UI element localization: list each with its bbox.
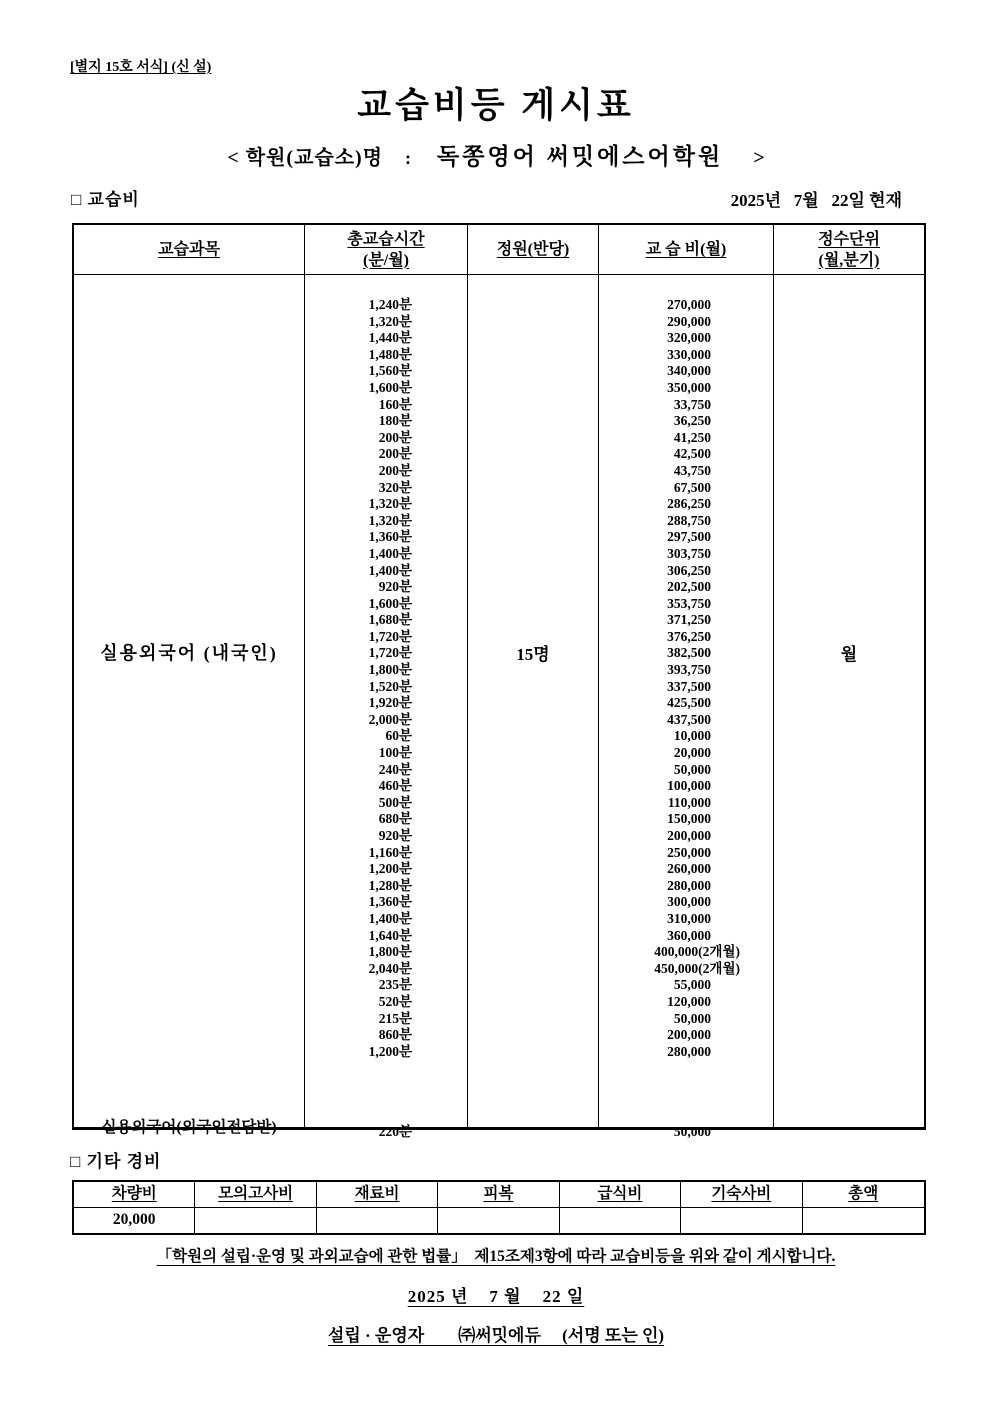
minutes-cell: 320분: [378, 479, 412, 495]
minutes-cell: 1,160분: [368, 844, 412, 860]
minutes-cell: 1,600분: [368, 595, 412, 611]
header-subject-label: 교습과목: [158, 241, 220, 258]
signature-line: 설립 · 운영자 ㈜써밋에듀 (서명 또는 인): [327, 1326, 665, 1345]
minutes-cell: 60분: [385, 728, 412, 744]
fee-cell: 55,000: [673, 977, 711, 993]
minutes-cell: 1,360분: [368, 529, 412, 545]
minutes-cell: 1,680분: [368, 612, 412, 628]
minutes-cell: 1,360분: [368, 894, 412, 910]
subject-foreign: 실용외국어(외국인전담반): [101, 1119, 277, 1136]
minutes-cell: 1,600분: [368, 379, 412, 395]
minutes-cell: 200분: [378, 429, 412, 445]
expense-value-cell: 20,000: [74, 1208, 195, 1233]
expense-value-cell: [560, 1208, 681, 1233]
minutes-cell: 240분: [378, 761, 412, 777]
expense-header-cell: 모의고사비: [195, 1182, 316, 1207]
fee-table: [72, 223, 926, 1139]
header-fee: [599, 225, 774, 274]
fee-cell: 393,750: [667, 662, 711, 678]
fee-cell: 200,000: [667, 1027, 711, 1043]
minutes-cell: 1,800분: [368, 662, 412, 678]
header-unit-line2: (월,분기): [818, 251, 880, 269]
fee-cell: 280,000: [667, 1043, 711, 1059]
expense-header-cell: 차량비: [74, 1182, 195, 1207]
foreign-fee: 50,000: [673, 1124, 711, 1139]
fee-cell: 340,000: [667, 363, 711, 379]
column-minutes: [305, 275, 468, 1139]
header-unit-line1: 정수단위: [818, 230, 880, 248]
fee-cell: 297,500: [667, 529, 711, 545]
minutes-cell: 1,320분: [368, 496, 412, 512]
foreign-minutes: 220분: [378, 1124, 412, 1139]
fee-cell: 382,500: [667, 645, 711, 661]
header-unit: [774, 225, 924, 274]
minutes-cell: 1,720분: [368, 628, 412, 644]
fee-cell: 400,000(2개월): [654, 944, 740, 960]
minutes-cell: 1,440분: [368, 330, 412, 346]
fee-cell: 250,000: [667, 844, 711, 860]
expense-header-cell: 기숙사비: [681, 1182, 802, 1207]
minutes-cell: 2,040분: [368, 960, 412, 976]
minutes-cell: 520분: [378, 993, 412, 1009]
minutes-cell: 1,240분: [368, 297, 412, 312]
academy-colon: :: [405, 148, 412, 168]
as-of-date: 2025년 7월 22일 현재: [730, 191, 902, 210]
minutes-cell: 215분: [378, 1010, 412, 1026]
fee-cell: 303,750: [667, 545, 711, 561]
fee-cell: 50,000: [673, 761, 711, 777]
fee-cell: 150,000: [667, 811, 711, 827]
fee-cell: 10,000: [673, 728, 711, 744]
fee-cell: 320,000: [667, 330, 711, 346]
minutes-cell: 160분: [378, 396, 412, 412]
fee-cell: 43,750: [673, 462, 711, 478]
academy-name-line: [0, 138, 992, 171]
fee-cell: 100,000: [667, 778, 711, 794]
fee-cell: 337,500: [667, 678, 711, 694]
minutes-cell: 1,400분: [368, 545, 412, 561]
fee-cell: 110,000: [667, 794, 711, 810]
expense-header-cell: 급식비: [560, 1182, 681, 1207]
minutes-cell: 200분: [378, 446, 412, 462]
signature-date: 2025 년 7 월 22 일: [407, 1287, 585, 1306]
column-subject: [74, 275, 305, 1136]
expense-value-cell: [803, 1208, 924, 1233]
fee-cell: 67,500: [673, 479, 711, 495]
expense-table: [72, 1180, 926, 1235]
fee-table-body: [74, 275, 924, 1139]
minutes-cell: 920분: [378, 579, 412, 595]
header-capacity-label: 정원(반당): [496, 241, 570, 258]
expense-table-header: [74, 1182, 924, 1208]
minutes-cell: 1,400분: [368, 910, 412, 926]
fee-cell: 437,500: [667, 711, 711, 727]
fee-cell: 42,500: [673, 446, 711, 462]
academy-label: < 학원(교습소)명: [227, 147, 384, 169]
minutes-cell: 1,480분: [368, 346, 412, 362]
capacity-value: 15명: [516, 645, 550, 664]
minutes-cell: 1,520분: [368, 678, 412, 694]
header-capacity: [468, 225, 599, 274]
fee-cell: 360,000: [667, 927, 711, 943]
fee-cell: 280,000: [667, 877, 711, 893]
column-capacity: [468, 275, 599, 1127]
minutes-cell: 920분: [378, 828, 412, 843]
legal-statement: 「학원의 설립·운영 및 과외교습에 관한 법률」 제15조제3항에 따라 교습비등을 위와 같이 게시합니다.: [156, 1248, 836, 1265]
fee-cell: 20,000: [673, 745, 711, 761]
fee-cell: 371,250: [667, 612, 711, 628]
expense-header-cell: 피복: [438, 1182, 559, 1207]
minutes-cell: 1,400분: [368, 562, 412, 578]
fee-cell: 330,000: [667, 346, 711, 362]
minutes-cell: 460분: [378, 778, 412, 794]
minutes-cell: 2,000분: [368, 711, 412, 727]
minutes-cell: 200분: [378, 462, 412, 478]
expense-section-label: □ 기타 경비: [70, 1152, 162, 1171]
column-unit: [774, 275, 924, 1127]
header-subject: [74, 225, 305, 274]
minutes-cell: 1,320분: [368, 512, 412, 528]
fee-cell: 270,000: [667, 297, 711, 312]
fee-cell: 376,250: [667, 628, 711, 644]
academy-bracket-close: >: [753, 147, 765, 169]
fee-table-header: [74, 225, 924, 275]
fee-cell: 310,000: [667, 910, 711, 926]
fee-cell: 306,250: [667, 562, 711, 578]
expense-value-cell: [438, 1208, 559, 1233]
expense-value-cell: [681, 1208, 802, 1233]
fee-cell: 425,500: [667, 695, 711, 711]
form-number-note: [별지 15호 서식] (신 설): [70, 60, 212, 75]
minutes-cell: 680분: [378, 811, 412, 827]
minutes-cell: 1,560분: [368, 363, 412, 379]
minutes-cell: 1,280분: [368, 877, 412, 893]
fee-cell: 36,250: [673, 413, 711, 429]
expense-value-cell: [317, 1208, 438, 1233]
minutes-cell: 1,200분: [368, 1043, 412, 1059]
header-fee-label: 교 습 비(월): [645, 241, 727, 258]
minutes-cell: 1,920분: [368, 695, 412, 711]
subject-domestic: 실용외국어 (내국인): [100, 643, 278, 663]
header-total-time-line2: (분/월): [362, 251, 409, 269]
minutes-cell: 1,200분: [368, 861, 412, 877]
expense-header-cell: 총액: [848, 1185, 879, 1202]
fee-cell: 288,750: [667, 512, 711, 528]
column-fees: [599, 275, 774, 1139]
page-title: 교습비등 게시표: [357, 86, 635, 125]
fee-cell: 202,500: [667, 579, 711, 595]
fee-cell: 41,250: [673, 429, 711, 445]
header-total-time: [305, 225, 468, 274]
expense-table-values: [74, 1208, 924, 1233]
expense-value-cell: [195, 1208, 316, 1233]
fee-cell: 286,250: [667, 496, 711, 512]
expense-header-cell: 재료비: [317, 1182, 438, 1207]
fee-cell: 353,750: [667, 595, 711, 611]
fee-cell: 50,000: [673, 1010, 711, 1026]
minutes-cell: 180분: [378, 413, 412, 429]
academy-name: 독쫑영어 써밋에스어학원: [437, 144, 724, 169]
fee-cell: 450,000(2개월): [654, 960, 740, 976]
minutes-cell: 1,640분: [368, 927, 412, 943]
header-total-time-line1: 총교습시간: [347, 230, 425, 248]
fee-cell: 120,000: [667, 993, 711, 1009]
fee-section-label: □ 교습비: [71, 190, 140, 209]
fee-cell: 200,000: [667, 828, 711, 843]
fee-cell: 350,000: [667, 379, 711, 395]
minutes-cell: 1,720분: [368, 645, 412, 661]
minutes-cell: 1,800분: [368, 944, 412, 960]
fee-cell: 33,750: [673, 396, 711, 412]
minutes-cell: 860분: [378, 1027, 412, 1043]
minutes-list: [305, 297, 467, 1060]
minutes-cell: 500분: [378, 794, 412, 810]
fee-cell: 290,000: [667, 313, 711, 329]
minutes-cell: 100분: [378, 745, 412, 761]
minutes-cell: 1,320분: [368, 313, 412, 329]
fee-cell: 260,000: [667, 861, 711, 877]
unit-value: 월: [840, 645, 858, 664]
fee-cell: 300,000: [667, 894, 711, 910]
fees-list: [599, 297, 773, 1060]
minutes-cell: 235분: [378, 977, 412, 993]
